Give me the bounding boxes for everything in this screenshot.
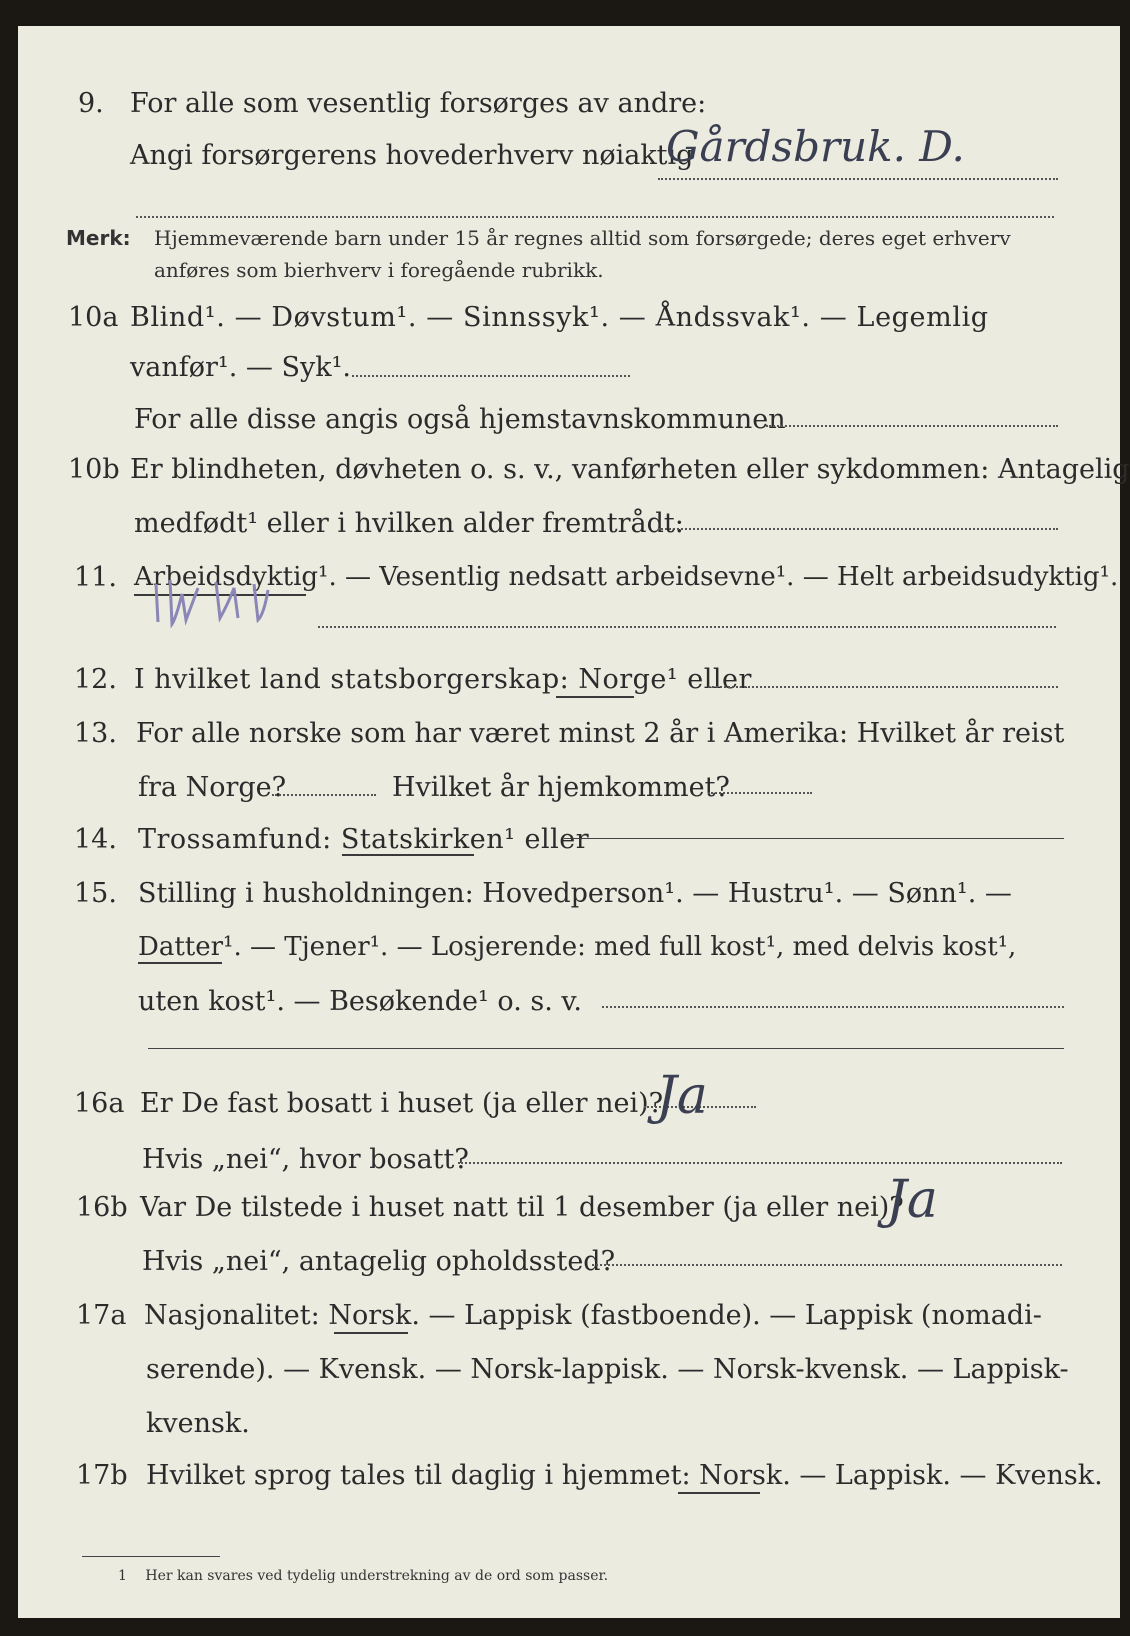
answer-line [708, 792, 812, 794]
question-number: 10b [68, 454, 120, 485]
answer-line [592, 1264, 1062, 1266]
answer-line [136, 216, 1054, 218]
answer-line [458, 1162, 1062, 1164]
question-text: Blind¹. — Døvstum¹. — Sinnssyk¹. — Åndssvak¹. — Legemlig [130, 302, 989, 333]
handwritten-answer: Gårdsbruk. D. [666, 122, 965, 171]
question-text: For alle som vesentlig forsørges av andre: [130, 88, 707, 119]
answer-line [766, 425, 1058, 427]
answer-line [658, 178, 1058, 180]
question-text: Hvilket sprog tales til daglig i hjemmet: Norsk. — Lappisk. — Kvensk. [146, 1460, 1103, 1491]
answer-line [318, 626, 1056, 628]
question-text: Hvis „nei“, antagelig opholdssted? [142, 1246, 616, 1277]
census-form-page [18, 26, 1130, 1618]
question-text: I hvilket land statsborgerskap: Norge¹ eller [134, 664, 752, 695]
note-text: anføres som bierhverv i foregående rubrikk. [154, 258, 604, 282]
question-text: serende). — Kvensk. — Norsk-lappisk. — Norsk-kvensk. — Lappisk- [146, 1354, 1069, 1385]
footnote-rule [82, 1556, 220, 1557]
question-text: fra Norge? [138, 772, 287, 803]
question-text: Var De tilstede i huset natt til 1 desember (ja eller nei)? [140, 1192, 904, 1223]
question-number: 16b [76, 1192, 128, 1223]
question-number: 17a [76, 1300, 127, 1331]
question-number: 14. [74, 824, 117, 855]
question-text: Hvilket år hjemkommet? [392, 772, 730, 803]
question-number: 11. [74, 562, 117, 593]
question-text: For alle disse angis også hjemstavnskommunen [134, 404, 786, 435]
question-number: 13. [74, 718, 117, 749]
question-text: Angi forsørgerens hovederhverv nøiaktig [130, 140, 694, 171]
answer-line [564, 838, 1064, 839]
answer-line [272, 794, 376, 796]
note-text: Hjemmeværende barn under 15 år regnes alltid som forsørgede; deres eget erhverv [154, 226, 1011, 250]
answer-line [602, 1006, 1064, 1008]
question-number: 10a [68, 302, 119, 333]
handwritten-answer: Ja [656, 1066, 708, 1126]
question-text: Arbeidsdyktig¹. — Vesentlig nedsatt arbeidsevne¹. — Helt arbeidsudyktig¹. [134, 562, 1119, 592]
footnote-text: Her kan svares ved tydelig understrekning av de ord som passer. [145, 1568, 609, 1584]
answer-line [708, 686, 1058, 688]
footnote [118, 1568, 608, 1584]
question-text: kvensk. [146, 1408, 250, 1439]
handwritten-underline [342, 854, 474, 856]
question-text: Nasjonalitet: Norsk. — Lappisk (fastboende). — Lappisk (nomadi- [144, 1300, 1042, 1331]
answer-line [658, 528, 1058, 530]
handwritten-underline [678, 1492, 760, 1494]
answer-line [352, 375, 630, 377]
question-text: uten kost¹. — Besøkende¹ o. s. v. [138, 986, 583, 1017]
question-number: 17b [76, 1460, 128, 1491]
handwritten-underline [138, 962, 222, 964]
question-text: Hvis „nei“, hvor bosatt? [142, 1144, 469, 1175]
question-number: 15. [74, 878, 117, 909]
handwritten-answer: Ja [886, 1170, 938, 1230]
handwritten-underline [556, 696, 634, 698]
question-number: 12. [74, 664, 117, 695]
question-text: For alle norske som har været minst 2 år i Amerika: Hvilket år reist [136, 718, 1065, 749]
footnote-mark: 1 [118, 1568, 127, 1584]
question-text: Trossamfund: Statskirken¹ eller [138, 824, 590, 855]
note-label: Merk: [66, 226, 131, 250]
question-text: Er blindheten, døvheten o. s. v., vanførheten eller sykdommen: Antagelig [130, 454, 1130, 485]
question-number: 16a [74, 1088, 125, 1119]
question-text: medfødt¹ eller i hvilken alder fremtrådt: [134, 508, 684, 539]
question-number: 9. [78, 88, 104, 119]
handwritten-mark-icon [146, 574, 306, 634]
question-text: Stilling i husholdningen: Hovedperson¹. — Hustru¹. — Sønn¹. — [138, 878, 1012, 909]
answer-line [148, 1048, 1064, 1049]
handwritten-underline [334, 1332, 408, 1334]
question-text: Datter¹. — Tjener¹. — Losjerende: med full kost¹, med delvis kost¹, [138, 932, 1017, 962]
question-text: Er De fast bosatt i huset (ja eller nei)? [140, 1088, 664, 1119]
question-text: vanfør¹. — Syk¹. [130, 352, 351, 383]
